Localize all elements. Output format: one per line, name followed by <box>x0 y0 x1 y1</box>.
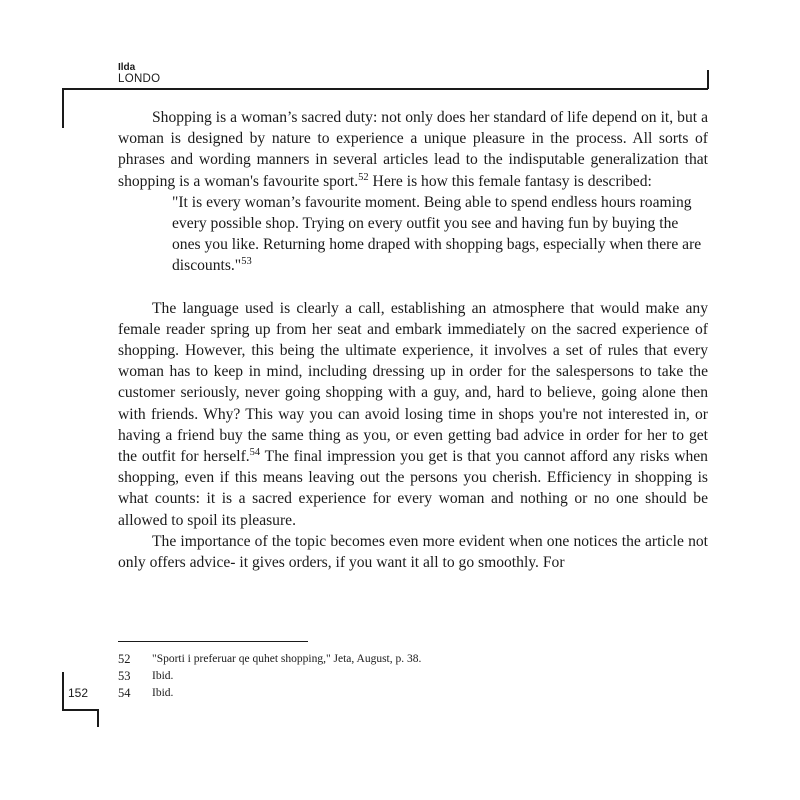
paragraph-1 <box>118 107 708 192</box>
header-rule-right-tick <box>707 70 709 89</box>
text-run: The final impression you get is that you cannot afford any risks when shopping, even if this means leaving out the persons you cherish. Efficiency in shopping is what counts: it is a sacred experience for every woman and nothing or no one should be allowed to spoil its pleasure. <box>118 448 708 529</box>
footer-rule-horizontal <box>62 709 99 711</box>
footnote-separator <box>118 641 308 642</box>
footnote-ref: 54 <box>249 447 261 459</box>
footnote-text: Ibid. <box>152 670 174 682</box>
footer-rule-left-tick <box>62 672 64 710</box>
footnotes <box>118 651 421 702</box>
footnote <box>118 651 421 668</box>
text-run: The language used is clearly a call, establishing an atmosphere that would make any female reader spring up from her seat and embark immediately on the sacred experience of shopping. However, this being the ultimate experience, it involves a set of rules that every woman has to keep in mind, including dressing up in order for the salespersons to take the customer seriously, never going shopping with a guy, and, hard to believe, going alone then with friends. Why? This way you can avoid losing time in shops you're not interested in, or having a friend buy the same thing as you, or even getting bad advice in order for her to get the outfit for herself. <box>118 299 708 466</box>
footnote-ref: 53 <box>241 256 252 268</box>
header-rule-left-tick <box>62 88 64 128</box>
paragraph-2 <box>118 298 708 531</box>
footnote-text: "Sporti i preferuar qe quhet shopping," Jeta, August, p. 38. <box>152 653 422 665</box>
text-run: Here is how this female fantasy is described: <box>368 172 652 190</box>
footnote <box>118 668 421 685</box>
body-text <box>118 107 708 573</box>
footnote <box>118 685 421 702</box>
footer-rule-right-tick <box>97 709 99 727</box>
footnote-number: 53 <box>118 669 131 683</box>
text-run: "It is every woman’s favourite moment. Being able to spend endless hours roaming every possible shop. Trying on every outfit you see and having fun by buying the ones you like. Returning home draped with shopping bags, especially when there are discounts." <box>172 193 702 275</box>
paragraph-3 <box>118 531 708 573</box>
author-last-name: LONDO <box>118 73 161 85</box>
footnote-text: Ibid. <box>152 687 174 699</box>
block-quote <box>172 192 708 277</box>
paragraph-gap <box>118 277 708 298</box>
author-first-name: Ilda <box>118 62 136 73</box>
footnote-ref: 52 <box>358 171 369 183</box>
footnote-number: 54 <box>118 686 131 700</box>
header-rule-horizontal <box>62 88 708 90</box>
page-number: 152 <box>68 686 89 700</box>
footnote-number: 52 <box>118 652 131 666</box>
running-header <box>118 62 160 85</box>
text-run: Shopping is a woman’s sacred duty: not only does her standard of life depend on it, but a woman is designed by nature to experience a unique pleasure in the process. All sorts of phrases and wording manners in several articles lead to the indisputable generalization that shopping is a woman's favourite sport. <box>118 109 708 190</box>
text-run: The importance of the topic becomes even more evident when one notices the article not only offers advice- it gives orders, if you want it all to go smoothly. For <box>118 532 708 572</box>
